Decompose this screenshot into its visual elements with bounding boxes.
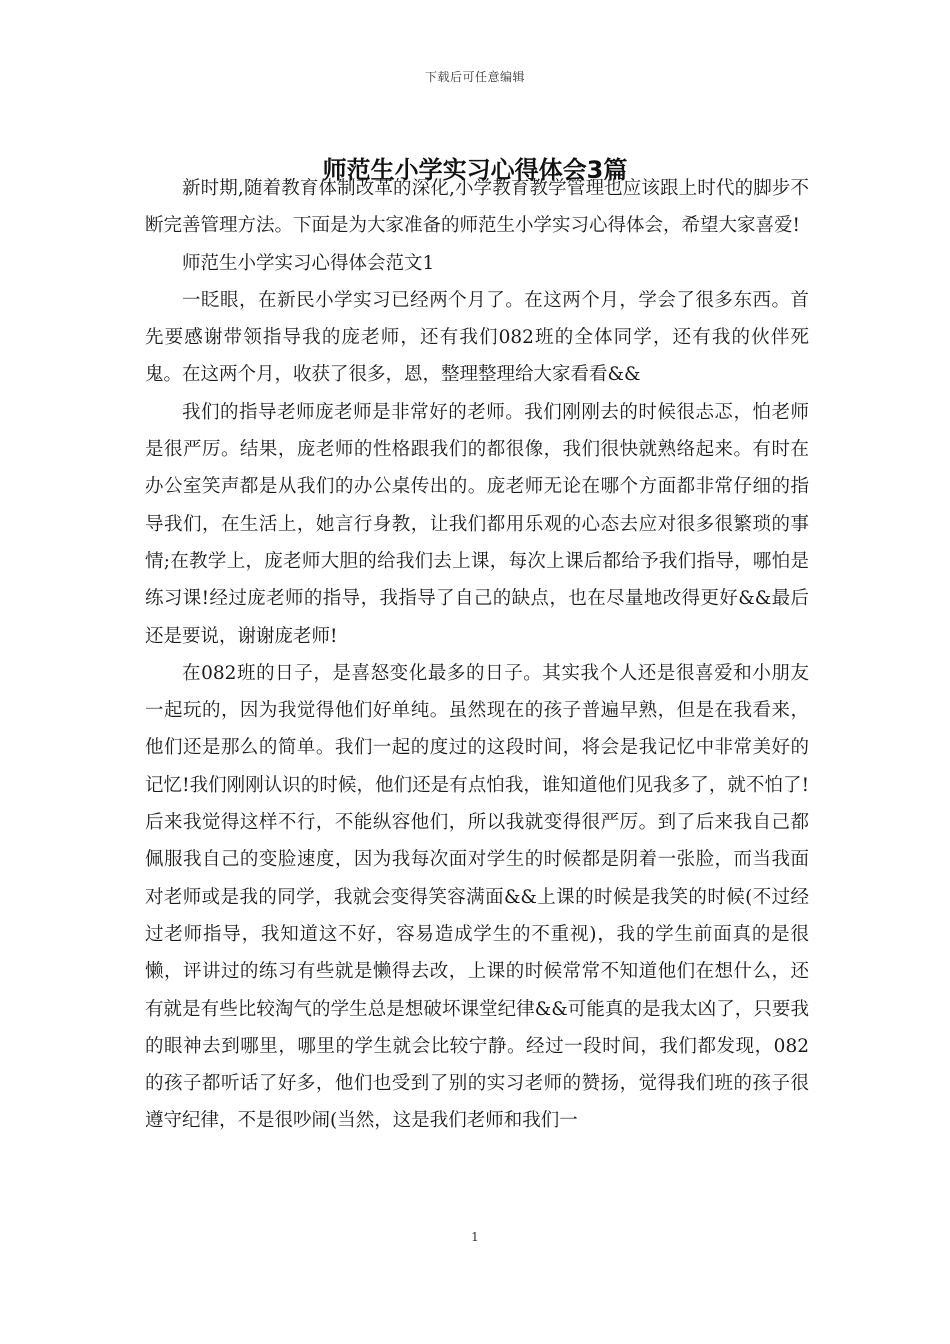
paragraph: 我们的指导老师庞老师是非常好的老师。我们刚刚去的时候很忐忑，怕老师是很严厉。结果，庞老师的性格跟我们的都很像，我们很快就熟络起来。有时在办公室笑声都是从我们的办公桌传出的。庞老师无论在哪个方面都非常仔细的指导我们，在生活上，她言行身教，让我们都用乐观的心态去应对很多很繁琐的事情;在教学上，庞老师大胆的给我们去上课，每次上课后都给予我们指导，哪怕是练习课!经过庞老师的指导，我指导了自己的缺点，也在尽量地改得更好&&最后还是要说，谢谢庞老师! — [145, 401, 809, 647]
header-note: 下载后可任意编辑 — [424, 70, 525, 84]
paragraph: 一眨眼，在新民小学实习已经两个月了。在这两个月，学会了很多东西。首先要感谢带领指导我的庞老师，还有我们082班的全体同学，还有我的伙伴死鬼。在这两个月，收获了很多，恩，整理整理给大家看看&& — [145, 289, 809, 386]
page-number: 1 — [471, 1230, 479, 1244]
document-title: 师范生小学实习心得体会3篇 — [322, 156, 628, 184]
paragraph-intro: 新时期,随着教育体制改革的深化,小学教育教学管理也应该跟上时代的脚步不断完善管理方法。下面是为大家准备的师范生小学实习心得体会，希望大家喜爱! — [145, 178, 809, 237]
paragraph-section-heading: 师范生小学实习心得体会范文1 — [182, 252, 435, 274]
paragraph: 在082班的日子，是喜怒变化最多的日子。其实我个人还是很喜爱和小朋友一起玩的，因为我觉得他们好单纯。虽然现在的孩子普遍早熟，但是在我看来，他们还是那么的简单。我们一起的度过的这段时间，将会是我记忆中非常美好的记忆!我们刚刚认识的时候，他们还是有点怕我，谁知道他们见我多了，就不怕了!后来我觉得这样不行，不能纵容他们，所以我就变得很严厉。到了后来我自己都佩服我自己的变脸速度，因为我每次面对学生的时候都是阴着一张脸，而当我面对老师或是我的同学，我就会变得笑容满面&&上课的时候是我笑的时候(不过经过老师指导，我知道这不好，容易造成学生的不重视)，我的学生前面真的是很懒，评讲过的练习有些就是懒得去改，上课的时候常常不知道他们在想什么，还有就是有些比较淘气的学生总是想破坏课堂纪律&&可能真的是我太凶了，只要我的眼神去到哪里，哪里的学生就会比较宁静。经过一段时间，我们都发现，082的孩子都听话了好多，他们也受到了别的实习老师的赞扬，觉得我们班的孩子很遵守纪律，不是很吵闹(当然，这是我们老师和我们一 — [145, 662, 809, 1132]
document-body — [145, 170, 809, 1140]
